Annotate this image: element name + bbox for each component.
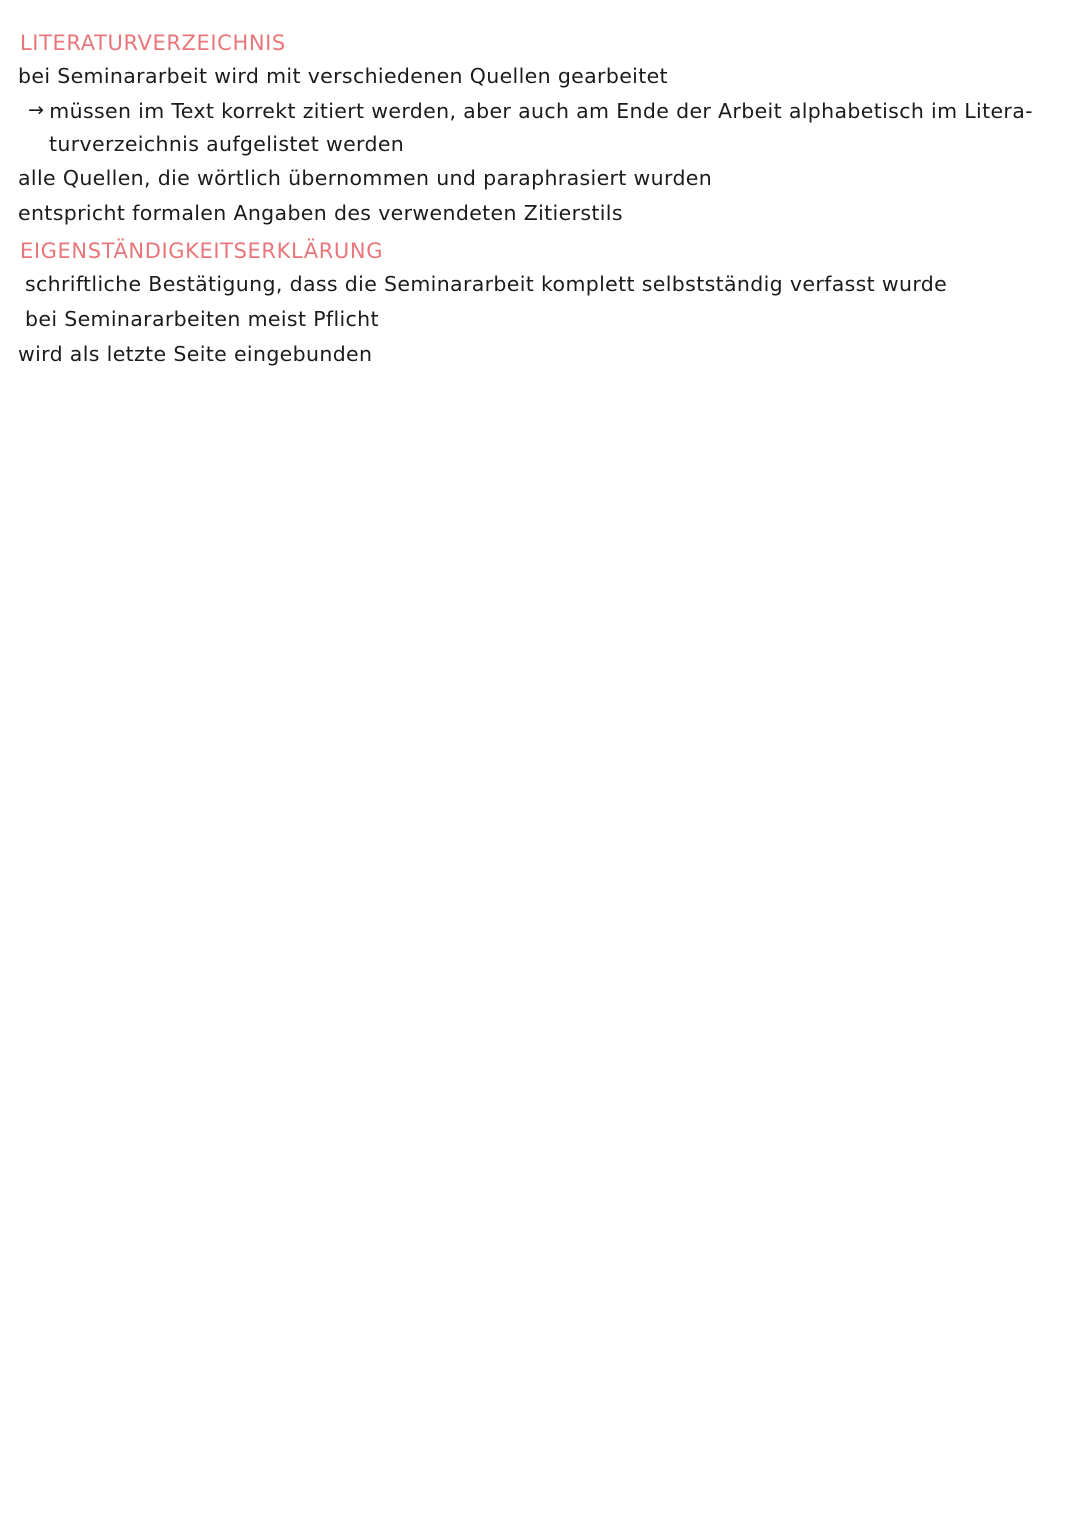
note-line: wird als letzte Seite eingebunden [18, 341, 373, 366]
heading-eigenstaendigkeitserklaerung: EIGENSTÄNDIGKEITSERKLÄRUNG [20, 238, 384, 263]
note-line-text: müssen im Text korrekt zitiert werden, aber auch am Ende der Arbeit alphabetisch im Litera- [49, 98, 1033, 123]
note-line: entspricht formalen Angaben des verwendeten Zitierstils [18, 201, 623, 226]
note-line: bei Seminararbeiten meist Pflicht [25, 306, 379, 331]
note-line: schriftliche Bestätigung, dass die Seminararbeit komplett selbstständig verfasst wurde [25, 272, 948, 297]
note-line-continuation: turverzeichnis aufgelistet werden [49, 131, 405, 156]
note-line: alle Quellen, die wörtlich übernommen und paraphrasiert wurden [18, 166, 713, 191]
note-line-arrow [28, 97, 1054, 127]
note-line: bei Seminararbeit wird mit verschiedenen Quellen gearbeitet [18, 64, 668, 89]
heading-literaturverzeichnis: LITERATURVERZEICHNIS [20, 31, 286, 55]
arrow-right-icon: → [28, 98, 45, 121]
section-eigenstaendigkeitserklaerung [18, 238, 1054, 369]
section-literaturverzeichnis [18, 30, 1054, 229]
